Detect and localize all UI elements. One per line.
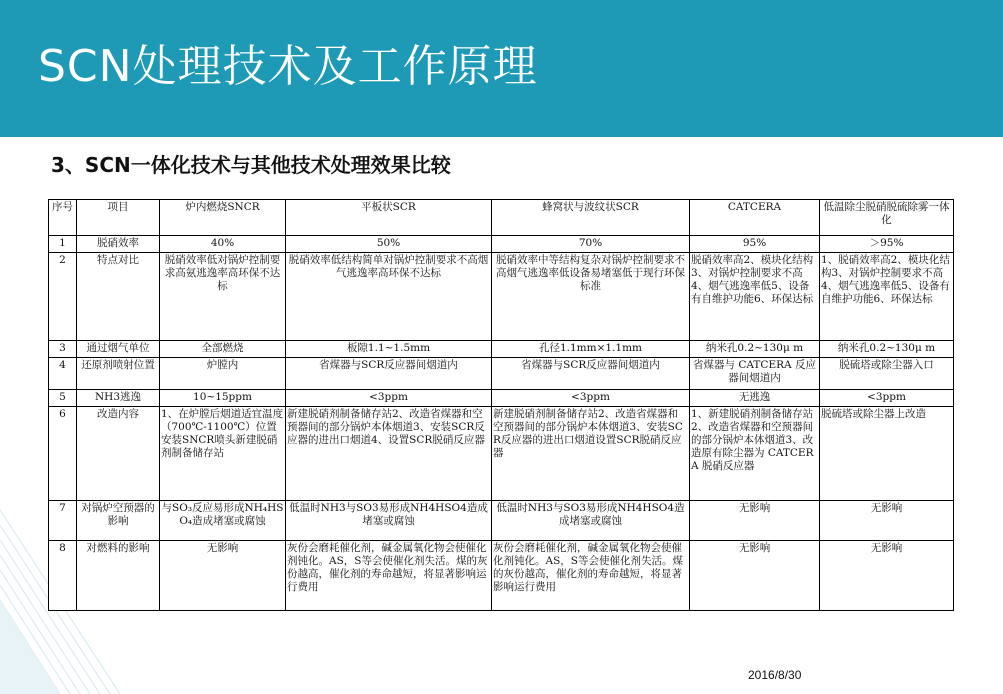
title-banner [0, 0, 1003, 137]
table-cell: 省煤器与 CATCERA 反应器间烟道内 [690, 358, 820, 390]
table-cell: 70% [492, 236, 690, 253]
table-row [49, 358, 954, 390]
table-cell: 1、在炉膛后烟道适宜温度（700℃-1100℃）位置安装SNCR喷头新建脱硝剂制备储存站 [160, 407, 286, 501]
table-cell: 炉膛内 [160, 358, 286, 390]
table-cell: 无影响 [690, 541, 820, 611]
table-cell: 1、新建脱硝剂制备储存站2、改造省煤器和空预器间的部分锅炉本体烟道3、改造原有除尘器为 CATCERA 脱硝反应器 [690, 407, 820, 501]
table-cell: 6 [49, 407, 77, 501]
table-cell: 全部燃烧 [160, 341, 286, 358]
table-row [49, 253, 954, 341]
table-cell: 无影响 [820, 541, 954, 611]
table-cell: <3ppm [286, 390, 492, 407]
table-cell: 8 [49, 541, 77, 611]
table-cell: 孔径1.1mm×1.1mm [492, 341, 690, 358]
table-cell: <3ppm [492, 390, 690, 407]
table-cell: 纳米孔0.2~130μ m [820, 341, 954, 358]
table-cell: ＞95% [820, 236, 954, 253]
table-cell: 板隙1.1~1.5mm [286, 341, 492, 358]
table-cell: 灰份会磨耗催化剂，碱金属氧化物会使催化剂钝化。AS，S等会使催化剂失活。煤的灰份越高，催化剂的寿命越短，将显著影响运行费用 [286, 541, 492, 611]
table-cell: 脱硝效率低对锅炉控制要求高氨逃逸率高环保不达标 [160, 253, 286, 341]
table-cell: 无逃逸 [690, 390, 820, 407]
table-cell: 对燃料的影响 [77, 541, 160, 611]
table-cell: 与SO₃反应易形成NH₄HSO₄造成堵塞或腐蚀 [160, 501, 286, 541]
table-cell: 改造内容 [77, 407, 160, 501]
table-cell: 纳米孔0.2~130μ m [690, 341, 820, 358]
table-cell: 新建脱硝剂制备储存站2、改造省煤器和空预器间的部分锅炉本体烟道3、安装SCR反应器的进出口烟道4、设置SCR脱硝反应器 [286, 407, 492, 501]
header-cell: CATCERA [690, 200, 820, 236]
table-cell: 脱硫塔或除尘器入口 [820, 358, 954, 390]
table-cell: 无影响 [820, 501, 954, 541]
table-cell: 3 [49, 341, 77, 358]
table-cell: 特点对比 [77, 253, 160, 341]
table-cell: 40% [160, 236, 286, 253]
table-cell: 还原剂喷射位置 [77, 358, 160, 390]
slide-title: SCN处理技术及工作原理 [38, 41, 538, 92]
table-header-row [49, 200, 954, 236]
table-cell: 新建脱硝剂制备储存站2、改造省煤器和空预器间的部分锅炉本体烟道3、安装SCR反应器的进出口烟道设置SCR脱硝反应器 [492, 407, 690, 501]
table-cell: 1、脱硝效率高2、模块化结构3、对锅炉控制要求不高4、烟气逃逸率低5、设备有自维护功能6、环保达标 [820, 253, 954, 341]
table-row [49, 501, 954, 541]
table-cell: 95% [690, 236, 820, 253]
header-cell: 低温除尘脱硝脱硫除雾一体化 [820, 200, 954, 236]
table-cell: 对锅炉空预器的影响 [77, 501, 160, 541]
table-cell: 灰份会磨耗催化剂，碱金属氧化物会使催化剂钝化。AS，S等会使催化剂失活。煤的灰份越高，催化剂的寿命越短，将显著影响运行费用 [492, 541, 690, 611]
table-cell: 5 [49, 390, 77, 407]
table-cell: 低温时NH3与SO3易形成NH4HSO4造成堵塞或腐蚀 [492, 501, 690, 541]
table-cell: <3ppm [820, 390, 954, 407]
table-cell: 1 [49, 236, 77, 253]
table-cell: 省煤器与SCR反应器间烟道内 [286, 358, 492, 390]
table-cell: 脱硝效率高2、模块化结构3、对锅炉控制要求不高4、烟气逃逸率低5、设备有自维护功能6、环保达标 [690, 253, 820, 341]
table-cell: 脱硝效率低结构简单对锅炉控制要求不高烟气逃逸率高环保不达标 [286, 253, 492, 341]
table-cell: 省煤器与SCR反应器间烟道内 [492, 358, 690, 390]
table-row [49, 341, 954, 358]
table-cell: 无影响 [160, 541, 286, 611]
table-cell: 4 [49, 358, 77, 390]
table-cell: 脱硝效率 [77, 236, 160, 253]
table-cell: 2 [49, 253, 77, 341]
table-cell: NH3逃逸 [77, 390, 160, 407]
header-cell: 炉内燃烧SNCR [160, 200, 286, 236]
slide-date: 2016/8/30 [748, 668, 802, 682]
table-row [49, 541, 954, 611]
table-cell: 50% [286, 236, 492, 253]
section-subtitle: 3、SCN一体化技术与其他技术处理效果比较 [51, 153, 451, 177]
table-row [49, 407, 954, 501]
table-cell: 通过烟气单位 [77, 341, 160, 358]
table-row [49, 236, 954, 253]
comparison-table-container [48, 199, 953, 611]
comparison-table [48, 199, 954, 611]
table-row [49, 390, 954, 407]
table-cell: 无影响 [690, 501, 820, 541]
header-cell: 蜂窝状与波纹状SCR [492, 200, 690, 236]
header-cell: 项目 [77, 200, 160, 236]
table-cell: 脱硫塔或除尘器上改造 [820, 407, 954, 501]
table-cell: 低温时NH3与SO3易形成NH4HSO4造成堵塞或腐蚀 [286, 501, 492, 541]
header-cell: 平板状SCR [286, 200, 492, 236]
table-cell: 10~15ppm [160, 390, 286, 407]
header-cell: 序号 [49, 200, 77, 236]
table-cell: 7 [49, 501, 77, 541]
table-cell: 脱硝效率中等结构复杂对锅炉控制要求不高烟气逃逸率低设备易堵塞低于现行环保标准 [492, 253, 690, 341]
